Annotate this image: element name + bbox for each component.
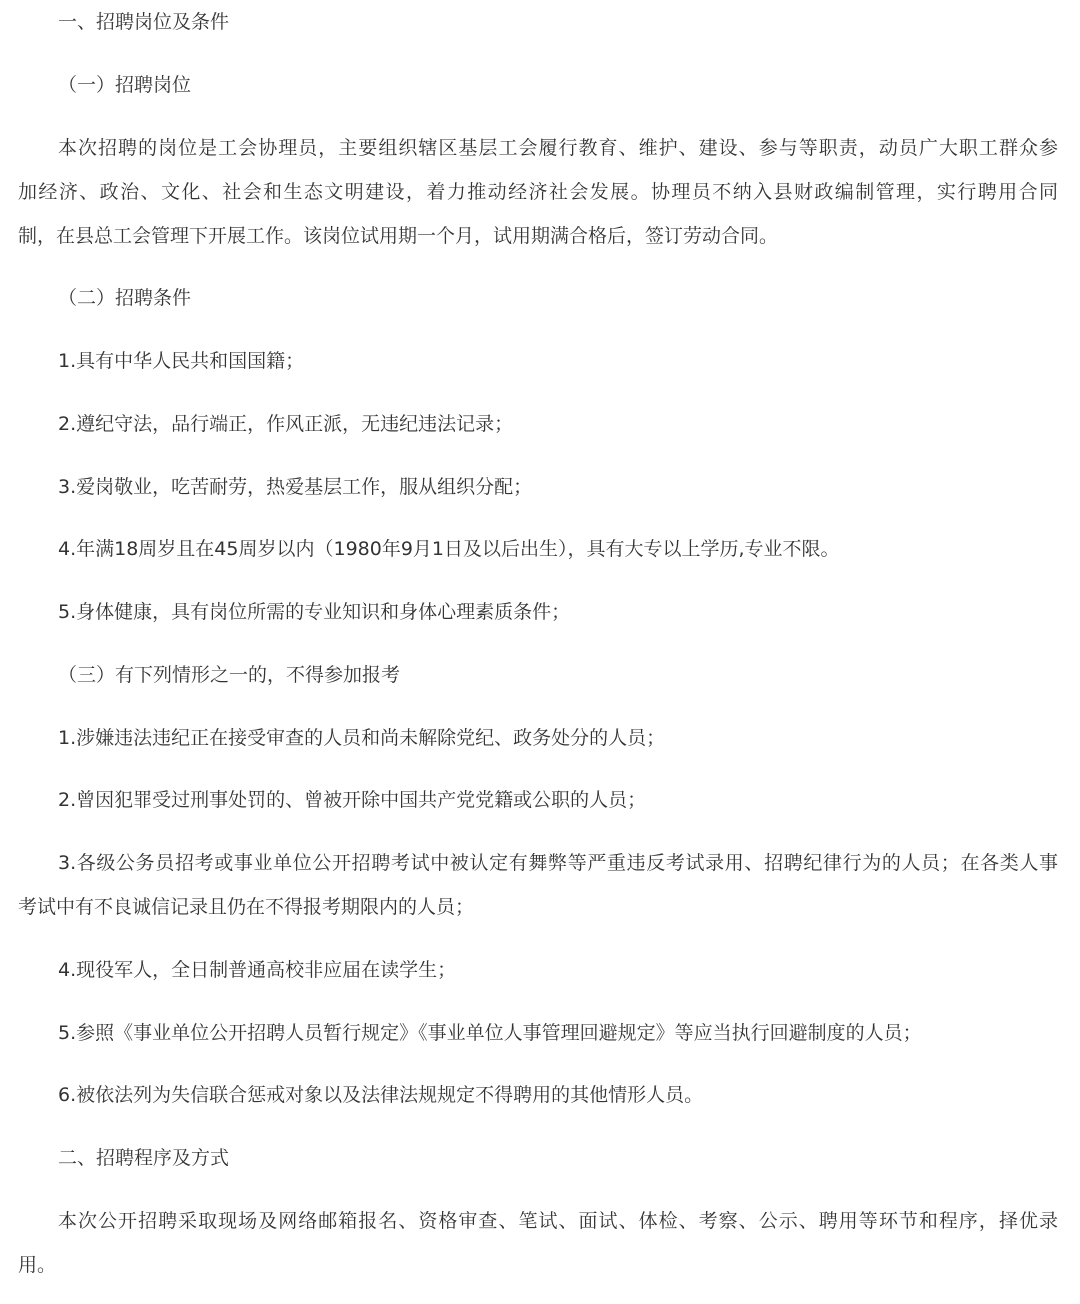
list-item-line: 5.参照《事业单位公开招聘人员暂行规定》《事业单位人事管理回避规定》等应当执行回避制度的人员； xyxy=(58,1021,922,1044)
list-item-condition-1 xyxy=(18,339,1058,383)
list-item-exclusion-4 xyxy=(18,948,1058,992)
list-item-exclusion-2 xyxy=(18,778,1058,822)
list-item-line: 2.遵纪守法，品行端正，作风正派，无违纪违法记录； xyxy=(58,412,514,435)
list-item-line: 1.涉嫌违法违纪正在接受审查的人员和尚未解除党纪、政务处分的人员； xyxy=(58,726,666,749)
list-item-condition-2 xyxy=(18,402,1058,446)
paragraph-line: 本次公开招聘采取现场及网络邮箱报名、资格审查、笔试、面试、体检、考察、公示、聘用等环节和程序，择优录 xyxy=(58,1209,1058,1232)
paragraph-line: 用。 xyxy=(18,1253,57,1276)
list-item-condition-4 xyxy=(18,527,1058,571)
list-item-line: 5.身体健康，具有岗位所需的专业知识和身体心理素质条件； xyxy=(58,601,571,623)
paragraph-procedure-description xyxy=(18,1199,1058,1287)
list-item-condition-3 xyxy=(18,465,1058,509)
subsection-heading-positions xyxy=(18,63,1058,107)
paragraph-line: 本次招聘的岗位是工会协理员，主要组织辖区基层工会履行教育、维护、建设、参与等职责，动员广大职工群众参 xyxy=(58,136,1058,159)
list-item-line: 6.被依法列为失信联合惩戒对象以及法律法规规定不得聘用的其他情形人员。 xyxy=(58,1084,704,1107)
paragraph-line: 加经济、政治、文化、社会和生态文明建设，着力推动经济社会发展。协理员不纳入县财政编制管理，实行聘用合同 xyxy=(18,180,1058,203)
heading-line: 二、招聘程序及方式 xyxy=(58,1147,230,1169)
paragraph-position-description xyxy=(18,126,1058,258)
list-item-line: 3.爱岗敬业，吃苦耐劳，热爱基层工作，服从组织分配； xyxy=(58,475,533,498)
section-heading-procedure xyxy=(18,1136,1058,1180)
list-item-line: 考试中有不良诚信记录且仍在不得报考期限内的人员； xyxy=(18,896,475,918)
list-item-line: 4.现役军人，全日制普通高校非应届在读学生； xyxy=(58,958,457,981)
list-item-condition-5 xyxy=(18,590,1058,634)
heading-line: （一）招聘岗位 xyxy=(58,73,192,96)
section-heading-positions-and-conditions xyxy=(18,0,1058,44)
heading-line: （三）有下列情形之一的，不得参加报考 xyxy=(58,663,401,686)
paragraph-line: 制，在县总工会管理下开展工作。该岗位试用期一个月，试用期满合格后，签订劳动合同。 xyxy=(18,224,779,247)
list-item-line: 3.各级公务员招考或事业单位公开招聘考试中被认定有舞弊等严重违反考试录用、招聘纪律行为的人员；在各类人事 xyxy=(58,852,1058,874)
list-item-line: 4.年满18周岁且在45周岁以内（1980年9月1日及以后出生），具有大专以上学历,专业不限。 xyxy=(58,538,840,561)
heading-line: （二）招聘条件 xyxy=(58,287,192,310)
list-item-line: 2.曾因犯罪受过刑事处罚的、曾被开除中国共产党党籍或公职的人员； xyxy=(58,789,647,812)
subsection-heading-conditions xyxy=(18,276,1058,320)
heading-line: 一、招聘岗位及条件 xyxy=(58,11,230,33)
list-item-line: 1.具有中华人民共和国国籍； xyxy=(58,350,305,372)
list-item-exclusion-3 xyxy=(18,841,1058,929)
list-item-exclusion-6 xyxy=(18,1073,1058,1117)
list-item-exclusion-5 xyxy=(18,1011,1058,1055)
list-item-exclusion-1 xyxy=(18,716,1058,760)
subsection-heading-exclusions xyxy=(18,653,1058,697)
